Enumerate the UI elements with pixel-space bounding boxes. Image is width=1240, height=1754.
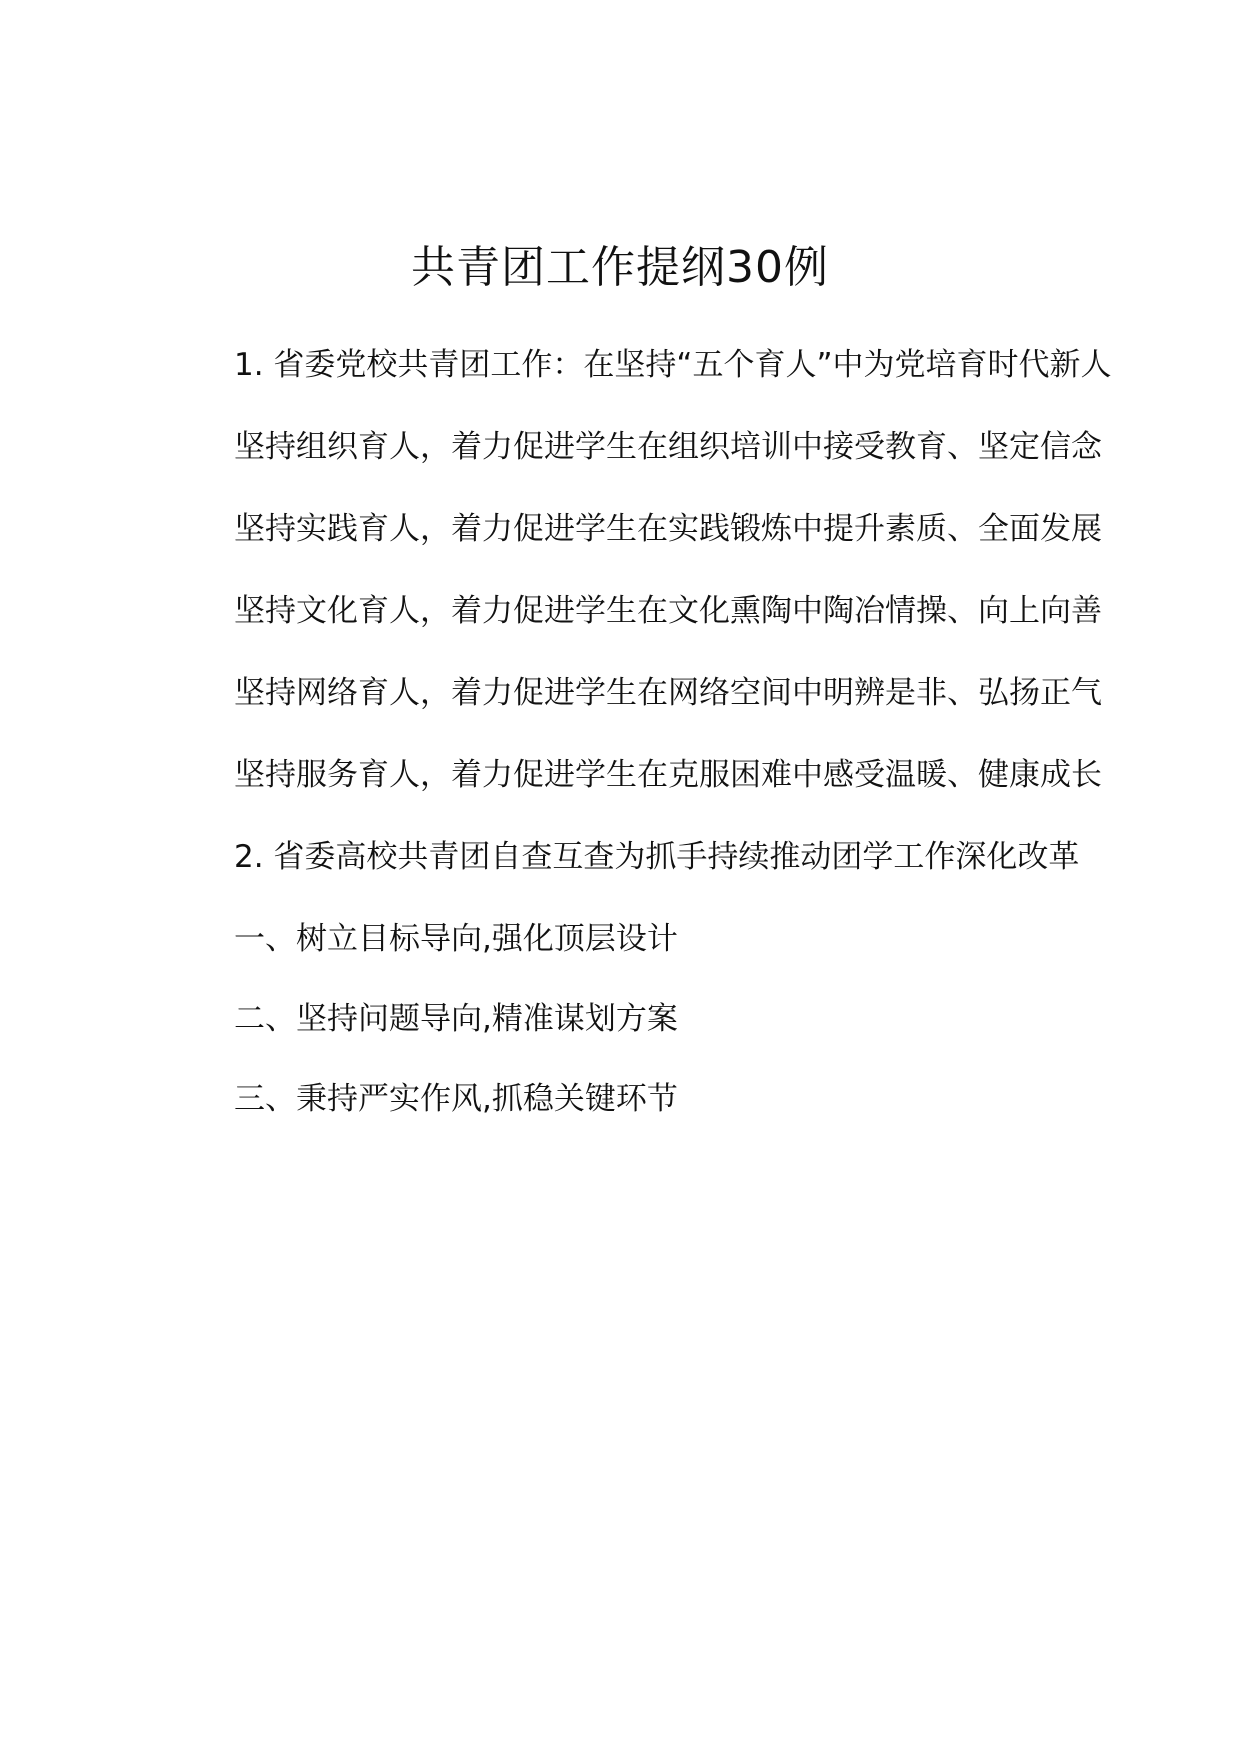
paragraph-network-education: 坚持网络育人，着力促进学生在网络空间中明辨是非、弘扬正气 <box>234 675 1102 711</box>
paragraph-section-three: 三、秉持严实作风,抓稳关键环节 <box>234 1081 678 1117</box>
paragraph-organization-education: 坚持组织育人，着力促进学生在组织培训中接受教育、坚定信念 <box>234 429 1102 465</box>
document-body <box>168 336 1112 1150</box>
document-title: 共青团工作提纲30例 <box>411 242 829 293</box>
paragraph-service-education: 坚持服务育人，着力促进学生在克服困难中感受温暖、健康成长 <box>234 757 1102 793</box>
paragraph-section-one: 一、树立目标导向,强化顶层设计 <box>234 921 678 957</box>
paragraph-practice-education: 坚持实践育人，着力促进学生在实践锻炼中提升素质、全面发展 <box>234 511 1102 547</box>
paragraph-section-two: 二、坚持问题导向,精准谋划方案 <box>234 1001 678 1037</box>
paragraph-culture-education: 坚持文化育人，着力促进学生在文化熏陶中陶冶情操、向上向善 <box>234 593 1102 629</box>
paragraph-item-1: 1. 省委党校共青团工作：在坚持“五个育人”中为党培育时代新人 <box>234 347 1112 383</box>
paragraph-item-2: 2. 省委高校共青团自查互查为抓手持续推动团学工作深化改革 <box>234 839 1080 875</box>
